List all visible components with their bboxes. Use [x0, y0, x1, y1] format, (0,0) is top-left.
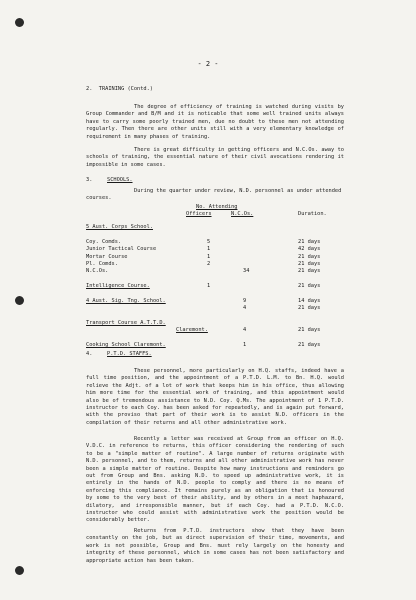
ptd-paragraph-3: Returns from P.T.D. instructors show that they have been constantly on the job, but as direct supervision of their time, movements, and work is not possible, Group and Bns. must rely largely on the honesty and integrity of these personnel, which in some cases has not been satisfactory and appropriate action has been taken.: [86, 528, 344, 564]
course-name: Intelligence Course.: [86, 283, 150, 290]
section-number-schools: 3.: [86, 177, 93, 183]
ncos-count: 4: [243, 305, 247, 312]
course-duration: 21 days: [298, 305, 321, 312]
page-number: - 2 -: [197, 60, 219, 68]
course-duration: 21 days: [298, 268, 321, 275]
course-duration: 21 days: [298, 238, 321, 245]
course-name: 5 Aust. Corps School.: [86, 224, 153, 230]
officers-count: 1: [207, 246, 211, 253]
ptd-paragraph-2: Recently a letter was received at Group from an officer on H.Q. V.D.C. in reference to returns, this officer considering the rendering of such to be a "simple matter of routine". A large number of returns originate with N.D. personnel, and to them, returns and all other administrative work has never been a simple matter of routine. Despite how many instructions and reminders go out from Group and Bns. asking N.D. to speed up administrative work, it is entirely in the hands of N.D. people to comply and there is no means of enforcing this compliance. It remains purely as an obligation that is honoured by some to the very best of their ability, and by others in a most haphazard, dilatory, and irresponsible manner, but if each Coy. had a P.T.D. N.C.O. instructor who could assist with administrative work the position would be considerably better.: [86, 436, 344, 524]
course-name: N.C.Os.: [86, 268, 109, 275]
ncos-count: 34: [243, 268, 250, 275]
officers-count: 1: [207, 253, 211, 260]
course-duration: 21 days: [298, 327, 321, 334]
course-duration: 21 days: [298, 283, 321, 290]
schools-intro: During the quarter under review, N.D. personnel as under attended courses.: [86, 188, 342, 202]
course-name: Junior Tactical Course: [86, 246, 157, 253]
section-heading-schools: SCHOOLS.: [107, 177, 133, 183]
course-name: Transport Course A.T.T.D.: [86, 320, 166, 327]
course-duration: 14 days: [298, 297, 321, 304]
table-row: [86, 224, 386, 231]
ptd-paragraph-1: These personnel, more particularly on H.Q. staffs, indeed have a full time position, and the appointment of a P.T.D. L.M. to Bn. H.Q. would relieve the Adjt. of a lot of work that keeps him in his office, thus allowing him more time for the essential work of training, and this appointment would also be of tremendous assistance to N.D. Coy. Q.Ms. The appointment of 1 P.T.D. instructor to each Coy. has been asked for repeatedly, and is again put forward, with the proviso that part of their work is to assist N.D. officers in the compilation of their returns and all other administrative work.: [86, 368, 344, 426]
table-row: [86, 239, 386, 246]
punch-hole: [15, 566, 24, 575]
course-duration: 21 days: [298, 342, 321, 349]
training-paragraph-2: There is great difficulty in getting officers and N.C.Os. away to schools of training, the essential nature of their civil avocations rendering it impossible in some cases.: [86, 147, 344, 168]
table-row: [86, 268, 386, 275]
table-row: [86, 320, 386, 327]
officers-count: 5: [207, 238, 211, 245]
table-row: [86, 298, 386, 305]
course-name: 4 Aust. Sig. Tng. School.: [86, 297, 166, 304]
table-header-officers: Officers: [186, 211, 212, 217]
course-duration: 21 days: [298, 253, 321, 260]
courses-table: [86, 224, 386, 350]
punch-hole: [15, 18, 24, 27]
table-row: [86, 327, 386, 334]
table-row: [86, 305, 386, 312]
table-row: [86, 261, 386, 268]
course-name: Cooking School Claremont.: [86, 342, 166, 349]
course-name: Coy. Comds.: [86, 238, 122, 245]
officers-count: 2: [207, 260, 211, 267]
table-row: [86, 246, 386, 253]
course-name: Mortar Course: [86, 253, 128, 260]
table-row: [86, 342, 386, 349]
table-row: [86, 254, 386, 261]
table-row: [86, 283, 386, 290]
course-name: Pl. Comds.: [86, 260, 118, 267]
ncos-count: 4: [243, 327, 247, 334]
officers-count: 1: [207, 283, 211, 290]
section-number-ptd: 4.: [86, 351, 93, 357]
ncos-count: 1: [243, 342, 247, 349]
training-paragraph-1: The degree of efficiency of training is watched during visits by Group Commander and B/M and it is noticable that some well trained units always have to carry some poorly trained men, due no doubt to these men not attending regularly. Then there are other units still with a very elementary knowledge of requirement in many phases of training.: [86, 104, 344, 140]
section-heading-training: 2. TRAINING (Contd.): [86, 86, 153, 92]
table-header-ncos: N.C.Os.: [231, 211, 254, 217]
course-name: Claremont.: [176, 327, 208, 334]
table-header-duration: Duration.: [298, 211, 327, 217]
ncos-count: 9: [243, 297, 247, 304]
course-duration: 21 days: [298, 260, 321, 267]
section-heading-ptd: P.T.D. STAFFS.: [107, 351, 152, 357]
course-duration: 42 days: [298, 246, 321, 253]
punch-hole: [15, 296, 24, 305]
table-group-header: No. Attending: [196, 204, 238, 210]
